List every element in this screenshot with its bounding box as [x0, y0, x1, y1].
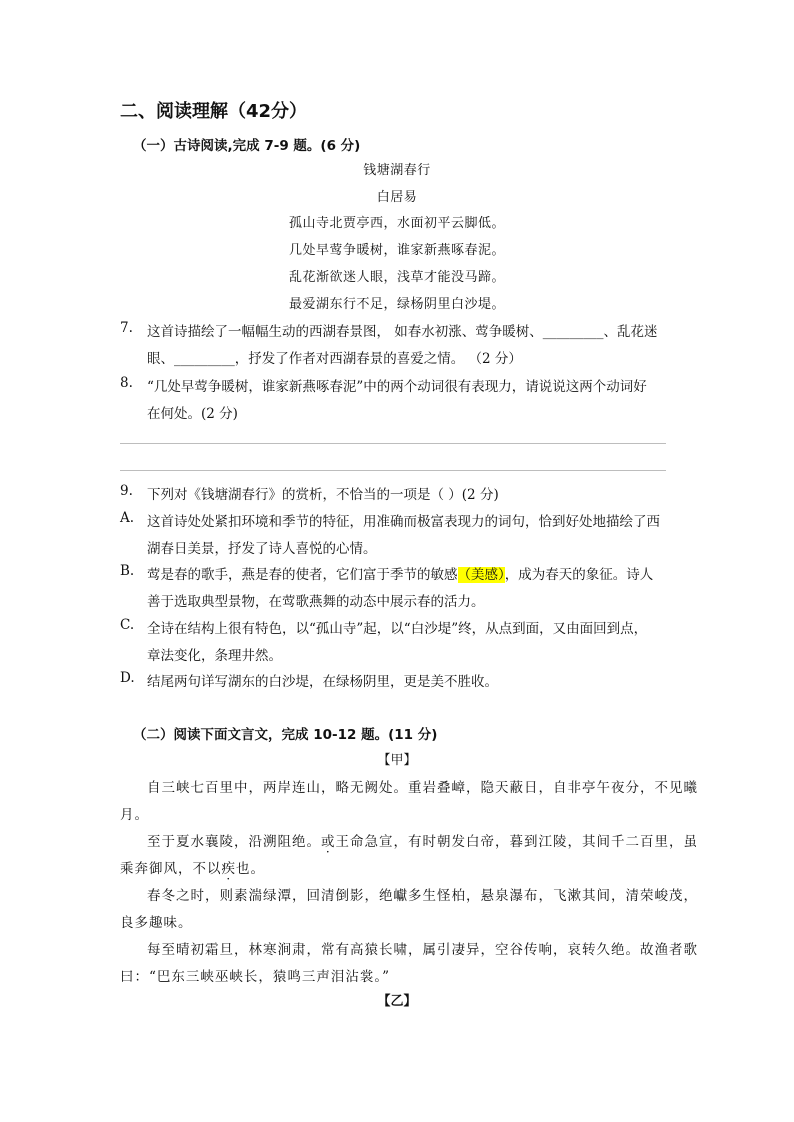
answer-line[interactable]	[120, 470, 666, 471]
option-c-text: 章法变化，条理井然。	[147, 648, 282, 664]
question-7-number: 7.	[120, 320, 133, 336]
option-c-label: C.	[120, 617, 135, 633]
option-a-label: A.	[120, 510, 135, 526]
question-7-text: 这首诗描绘了一幅幅生动的西湖春景图， 如春水初涨、莺争暖树、_________、乱花迷	[147, 324, 658, 340]
question-9-stem: 下列对《钱塘湖春行》的赏析，不恰当的一项是（ ）(2 分)	[147, 487, 499, 503]
question-7-text: 眼、_________，抒发了作者对西湖春景的喜爱之情。 （2 分）	[147, 351, 522, 367]
option-d-text: 结尾两句详写湖东的白沙堤，在绿杨阴里，更是美不胜收。	[147, 674, 498, 690]
option-b-text: 善于选取典型景物，在莺歌燕舞的动态中展示春的活力。	[147, 594, 485, 610]
option-c-text: 全诗在结构上很有特色，以“孤山寺”起，以“白沙堤”终，从点到面，又由面回到点，	[147, 621, 648, 637]
part2-heading: （二）阅读下面文言文，完成 10-12 题。(11 分)	[133, 727, 438, 743]
poem-line: 乱花渐欲迷人眼，浅草才能没马蹄。	[288, 270, 505, 285]
passage-text: 春冬之时，则素湍绿潭，回清倒影，绝巘多生怪柏，悬泉瀑布，飞漱其间，清荣峻茂，	[147, 888, 698, 904]
passage-text	[120, 857, 265, 877]
passage-text-part: 乘奔御风，不以	[120, 861, 222, 877]
passage-text	[147, 830, 698, 850]
passage-text: 良多趣味。	[120, 915, 193, 931]
question-9-number: 9.	[120, 483, 133, 499]
highlighted-text: （美感）	[457, 567, 505, 583]
answer-line[interactable]	[120, 443, 666, 444]
option-b-label: B.	[120, 563, 135, 579]
part1-heading: （一）古诗阅读,完成 7-9 题。(6 分)	[133, 138, 361, 154]
option-a-text: 这首诗处处紧扣环境和季节的特征，用准确而极富表现力的词句，恰到好处地描绘了西	[147, 514, 660, 530]
passage-text: 自三峡七百里中，两岸连山，略无阙处。重岩叠嶂，隐天蔽日，自非亭午夜分，不见曦	[147, 780, 698, 796]
passage-text-part: 至于夏水襄陵，沿溯阻绝。	[147, 834, 321, 850]
passage-text: 曰：“巴东三峡巫峡长，猿鸣三声泪沾裳。”	[120, 969, 391, 985]
option-b-text-part: ，成为春天的象征。诗人	[504, 567, 654, 583]
passage-text-part: 王命急宣，有时朝发白帝，暮到江陵，其间千二百里，虽	[335, 834, 698, 850]
question-8-text: 在何处。(2 分)	[147, 406, 238, 422]
question-8-text: “几处早莺争暖树，谁家新燕啄春泥”中的两个动词很有表现力，请说说这两个动词好	[147, 379, 647, 395]
option-d-label: D.	[120, 670, 135, 686]
option-a-text: 湖春日美景，抒发了诗人喜悦的心情。	[147, 541, 377, 557]
poem-line: 几处早莺争暖树，谁家新燕啄春泥。	[288, 243, 505, 258]
poem-line: 最爱湖东行不足，绿杨阴里白沙堤。	[288, 297, 505, 312]
option-b-text-part: 莺是春的歌手，燕是春的使者，它们富于季节的敏感	[147, 567, 458, 583]
emphasis-dot-word: 或	[321, 834, 336, 850]
passage-yi-label: 【乙】	[377, 994, 417, 1009]
emphasis-dot-word: 疾	[221, 861, 236, 877]
passage-text: 月。	[120, 807, 149, 823]
question-8-number: 8.	[120, 375, 133, 391]
poem-title: 钱塘湖春行	[363, 163, 431, 178]
section-title: 二、阅读理解（42分）	[120, 101, 308, 122]
passage-text: 每至晴初霜旦，林寒涧肃，常有高猿长啸，属引凄异，空谷传响，哀转久绝。故渔者歌	[147, 942, 698, 958]
passage-text-part: 也。	[236, 861, 265, 877]
passage-jia-label: 【甲】	[377, 753, 417, 768]
option-b-text	[147, 563, 653, 583]
poem-line: 孤山寺北贾亭西，水面初平云脚低。	[288, 216, 505, 231]
poem-author: 白居易	[376, 190, 418, 205]
